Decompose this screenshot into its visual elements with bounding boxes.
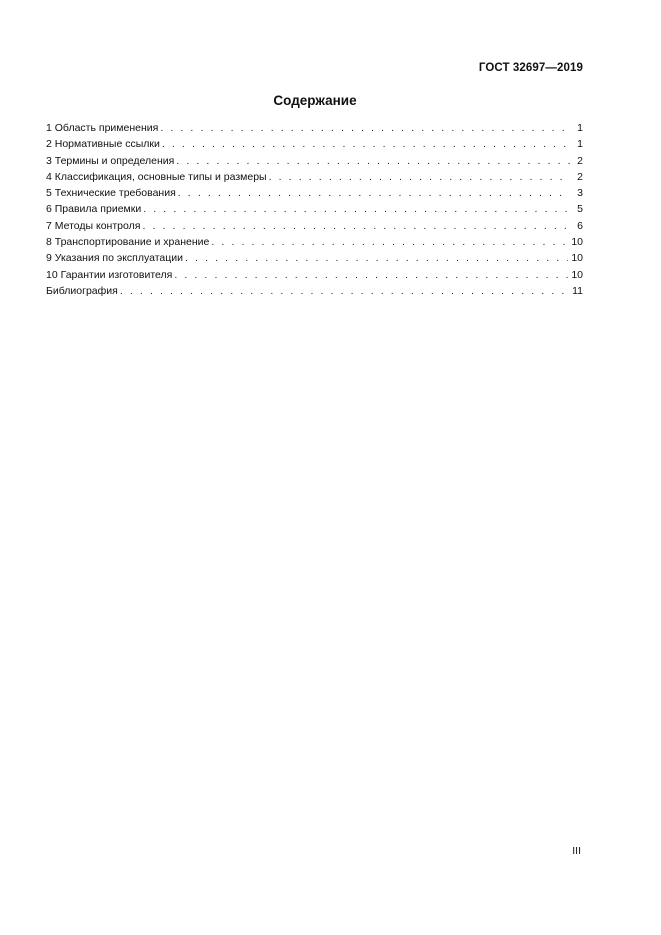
toc-dot-leader — [162, 136, 570, 152]
toc-entry-label: Библиография — [46, 284, 118, 297]
toc-dot-leader — [185, 250, 568, 266]
toc-entry-label: 3 Термины и определения — [46, 154, 175, 167]
table-of-contents — [46, 120, 583, 299]
toc-entry-page: 11 — [572, 284, 583, 297]
toc-entry-label: 2 Нормативные ссылки — [46, 138, 160, 151]
toc-entry[interactable] — [46, 185, 583, 201]
toc-dot-leader — [120, 283, 569, 299]
toc-entry[interactable] — [46, 234, 583, 250]
toc-dot-leader — [176, 153, 570, 169]
toc-entry-page: 1 — [577, 122, 583, 134]
toc-entry[interactable] — [46, 218, 583, 234]
toc-entry-label: 8 Транспортирование и хранение — [46, 236, 210, 249]
toc-entry[interactable] — [46, 250, 583, 266]
toc-entry[interactable] — [46, 201, 583, 217]
toc-entry[interactable] — [46, 120, 583, 136]
toc-entry[interactable] — [46, 169, 583, 185]
toc-entry-page: 2 — [577, 170, 583, 183]
toc-entry-label: 9 Указания по эксплуатации — [46, 252, 184, 265]
toc-title: Содержание — [273, 93, 357, 108]
toc-dot-leader — [160, 120, 570, 136]
toc-entry-label: 7 Методы контроля — [46, 219, 141, 232]
page-number: III — [572, 845, 581, 857]
toc-dot-leader — [142, 218, 570, 234]
toc-entry-label: 10 Гарантии изготовителя — [46, 268, 173, 281]
toc-entry-page: 10 — [571, 252, 583, 265]
toc-entry[interactable] — [46, 136, 583, 152]
toc-dot-leader — [178, 185, 570, 201]
toc-entry-page: 1 — [577, 138, 583, 151]
toc-dot-leader — [174, 267, 568, 283]
toc-dot-leader — [211, 234, 568, 250]
toc-dot-leader — [143, 201, 570, 217]
toc-entry-page: 2 — [577, 154, 583, 167]
toc-entry-label: 1 Область применения — [46, 122, 159, 134]
toc-dot-leader — [269, 169, 570, 185]
toc-entry-label: 5 Технические требования — [46, 187, 176, 200]
toc-entry-page: 10 — [571, 236, 583, 249]
document-code: ГОСТ 32697—2019 — [478, 62, 583, 74]
toc-entry-page: 10 — [571, 268, 583, 281]
toc-entry[interactable] — [46, 153, 583, 169]
toc-entry[interactable] — [46, 267, 583, 283]
toc-entry-page: 5 — [577, 203, 583, 216]
toc-entry-page: 3 — [577, 187, 583, 200]
toc-entry-label: 4 Классификация, основные типы и размеры — [46, 170, 267, 183]
toc-entry[interactable] — [46, 283, 583, 299]
toc-entry-label: 6 Правила приемки — [46, 203, 142, 216]
toc-entry-page: 6 — [577, 219, 583, 232]
